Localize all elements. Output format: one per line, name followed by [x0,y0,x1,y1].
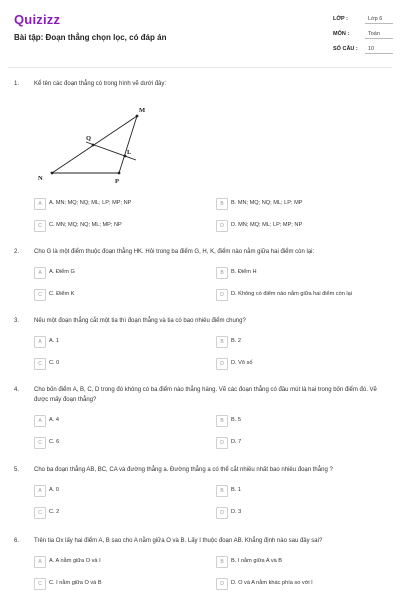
option-text: B. 5 [231,417,241,423]
point-l [124,155,127,158]
option-letter-box: B [216,556,228,568]
question-number: 5. [14,467,20,473]
option-text: D. O và A nằm khác phía so với I [231,580,313,586]
option-text: C. 2 [49,509,60,515]
question-number: 3. [14,318,20,324]
point-q [92,144,95,147]
option-text: C. I nằm giữa O và B [49,580,102,586]
option-text: D. 3 [231,509,242,515]
meta-value: Lớp 6 [368,16,383,22]
meta-underline [365,53,393,54]
option-text: A. MN; MQ; NQ; ML; LP; MP; NP [49,200,132,206]
meta-underline [365,23,393,24]
option-text: A. A nằm giữa O và I [49,558,101,564]
option-text: C. 6 [49,439,60,445]
option-text: B. Điểm H [231,269,257,275]
option-text: B. 1 [231,487,241,493]
option-letter-box: C [34,358,46,370]
point-p [118,172,121,175]
quizizz-logo: Quizizz [14,12,61,27]
option-text: D. Vô số [231,360,253,366]
option-text: A. 1 [49,338,59,344]
question-text: Kể tên các đoạn thẳng có trong hình vẽ dưới đây: [34,81,167,87]
option-letter-box: A [34,198,46,210]
label-l: L [127,149,132,156]
option-letter-box: D [216,507,228,519]
question-number: 6. [14,538,20,544]
question-text: Cho bốn điểm A, B, C, D trong đó không có ba điểm nào thẳng hàng. Vẽ các đoạn thẳng có đầu mút là hai trong bốn điểm đó. Vẽ được mấy đoạn thẳng? [34,387,377,403]
option-letter-box: B [216,198,228,210]
label-n: N [38,175,43,182]
option-letter-box: D [216,578,228,590]
option-letter-box: B [216,415,228,427]
option-letter-box: A [34,556,46,568]
option-text: C. 0 [49,360,60,366]
question-text: Cho G là một điểm thuộc đoạn thẳng HK. Hỏi trong ba điểm G, H, K, điểm nào nằm giữa hai điểm còn lại: [34,249,315,255]
point-m [136,115,139,118]
label-p: P [115,178,119,185]
option-letter-box: D [216,289,228,301]
option-text: D. Không có điểm nào nằm giữa hai điểm còn lại [231,291,352,297]
option-text: B. MN; MQ; NQ; ML; LP; MP [231,200,303,206]
option-letter-box: D [216,358,228,370]
option-letter-box: C [34,289,46,301]
option-letter-box: B [216,485,228,497]
question-text: Trên tia Ox lấy hai điểm A, B sao cho A nằm giữa O và B. Lấy I thuộc đoạn AB. Khẳng định nào sau đây sai? [34,538,323,544]
option-text: B. 2 [231,338,241,344]
option-letter-box: A [34,415,46,427]
option-letter-box: C [34,437,46,449]
option-letter-box: D [216,220,228,232]
question-text: Nếu một đoạn thẳng cắt một tia thì đoạn thẳng và tia có bao nhiêu điểm chung? [34,318,246,324]
option-text: A. 4 [49,417,59,423]
option-text: B. I nằm giữa A và B [231,558,283,564]
point-n [51,172,54,175]
meta-label: LỚP : [333,16,348,22]
option-letter-box: A [34,267,46,279]
option-text: C. Điểm K [49,291,75,297]
meta-underline [365,38,393,39]
option-letter-box: C [34,507,46,519]
meta-label: MÔN : [333,31,350,37]
option-text: A. Điểm G [49,269,75,275]
label-q: Q [86,135,92,142]
header-divider [8,67,392,68]
segment-nm [52,116,137,173]
question-number: 2. [14,249,20,255]
meta-value: 10 [368,46,375,52]
meta-value: Toán [368,31,380,37]
segment-pm [119,116,137,173]
option-text: D. MN; MQ; ML; LP; MP; NP [231,222,303,228]
segments-figure [34,100,144,190]
option-letter-box: C [34,578,46,590]
option-letter-box: C [34,220,46,232]
option-text: C. MN; MQ; NQ; ML; MP; NP [49,222,122,228]
question-number: 4. [14,387,20,393]
option-text: A. 0 [49,487,59,493]
option-letter-box: A [34,485,46,497]
question-text: Cho ba đoạn thẳng AB, BC, CA và đường thẳng a. Đường thẳng a có thể cắt nhiều nhất bao nhiêu đoạn thẳng ? [34,467,333,473]
option-text: D. 7 [231,439,242,445]
meta-label: SỐ CÂU : [333,46,358,52]
option-letter-box: D [216,437,228,449]
option-letter-box: B [216,267,228,279]
worksheet-title: Bài tập: Đoạn thẳng chọn lọc, có đáp án [14,33,167,42]
option-letter-box: A [34,336,46,348]
question-number: 1. [14,81,20,87]
label-m: M [139,107,146,114]
option-letter-box: B [216,336,228,348]
